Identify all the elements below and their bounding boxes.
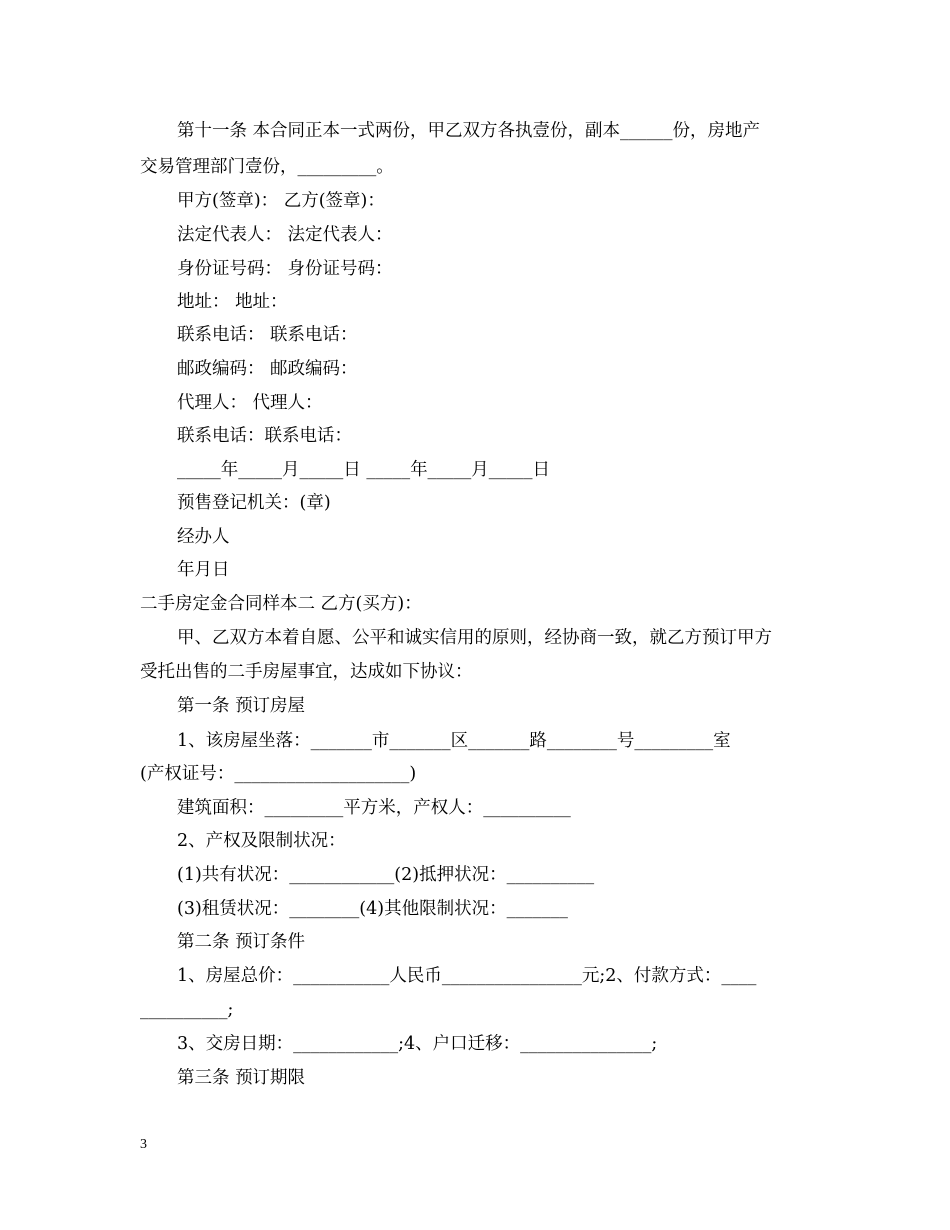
- total-price-line: 1、房屋总价：___________人民币________________元;2、付款方式：____: [177, 966, 757, 986]
- date-line: _____年_____月_____日 _____年_____月_____日: [177, 460, 551, 480]
- ownership-status-heading: 2、产权及限制状况：: [177, 831, 346, 851]
- agent-phone-line: 联系电话：联系电话：: [177, 426, 352, 446]
- lease-other-line: (3)租赁状况：________(4)其他限制状况：_______: [177, 899, 568, 919]
- handler-line: 经办人: [177, 527, 230, 547]
- handover-hukou-line: 3、交房日期：____________;4、户口迁移：_______________;: [177, 1034, 658, 1054]
- joint-mortgage-line: (1)共有状况：____________(2)抵押状况：__________: [177, 865, 595, 885]
- address-line: 地址： 地址：: [177, 292, 288, 312]
- page-number: 3: [140, 1137, 147, 1152]
- floor-area-line: 建筑面积：_________平方米，产权人：__________: [177, 798, 571, 818]
- payment-continuation-line: __________;: [140, 1000, 234, 1020]
- clause-11-line-1: 第十一条 本合同正本一式两份，甲乙双方各执壹份，副本______份，房地产: [177, 121, 761, 141]
- sample-two-heading: 二手房定金合同样本二 乙方(买方)：: [140, 594, 422, 614]
- legal-rep-line: 法定代表人： 法定代表人：: [177, 225, 393, 245]
- agent-line: 代理人： 代理人：: [177, 393, 323, 413]
- phone-line: 联系电话： 联系电话：: [177, 325, 358, 345]
- title-cert-line: (产权证号：____________________): [140, 764, 417, 784]
- signature-party-line: 甲方(签章)： 乙方(签章)：: [177, 191, 385, 211]
- article-3-heading: 第三条 预订期限: [177, 1068, 306, 1088]
- article-1-heading: 第一条 预订房屋: [177, 696, 306, 716]
- postcode-line: 邮政编码： 邮政编码：: [177, 359, 358, 379]
- preamble-line-1: 甲、乙双方本着自愿、公平和诚实信用的原则，经协商一致，就乙方预订甲方: [177, 628, 772, 648]
- ymd-line: 年月日: [177, 560, 230, 580]
- article-2-heading: 第二条 预订条件: [177, 932, 306, 952]
- registration-authority-line: 预售登记机关：(章): [177, 493, 331, 513]
- clause-11-line-2: 交易管理部门壹份，_________。: [140, 157, 394, 177]
- property-location-line: 1、该房屋坐落：_______市_______区_______路________号_________室: [177, 731, 731, 751]
- id-number-line: 身份证号码： 身份证号码：: [177, 259, 393, 279]
- preamble-line-2: 受托出售的二手房屋事宜，达成如下协议：: [140, 662, 473, 682]
